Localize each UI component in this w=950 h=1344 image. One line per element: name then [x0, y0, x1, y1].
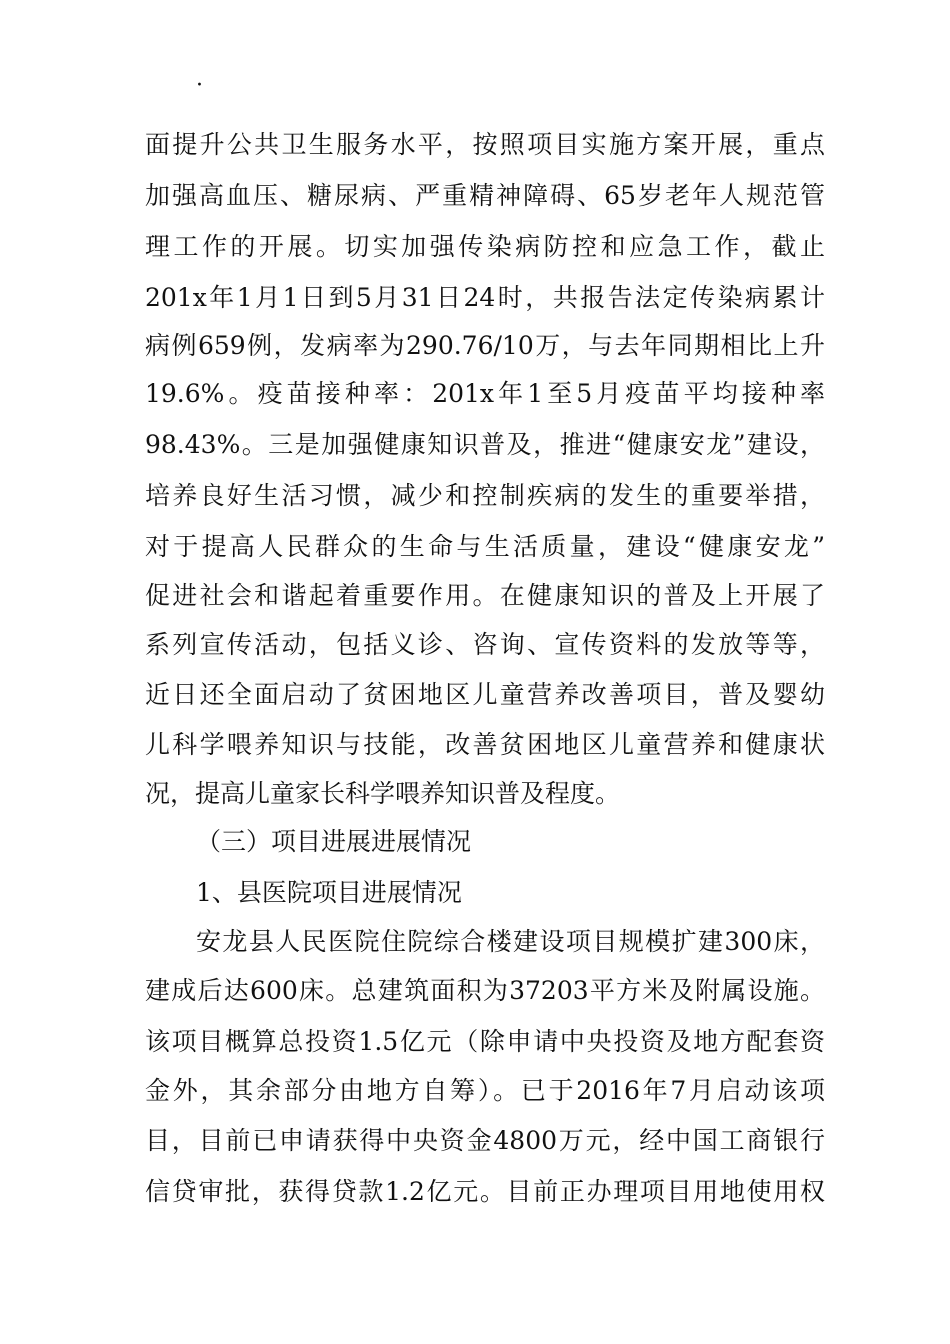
paragraph-line: 安龙县人民医院住院综合楼建设项目规模扩建300床， [196, 927, 825, 956]
paragraph-line: 建成后达600床。总建筑面积为37203平方米及附属设施。 [145, 976, 825, 1005]
paragraph-line: 面提升公共卫生服务水平，按照项目实施方案开展，重点 [145, 130, 825, 159]
paragraph-line: 理工作的开展。切实加强传染病防控和应急工作，截止 [145, 232, 825, 261]
paragraph-line: 近日还全面启动了贫困地区儿童营养改善项目，普及婴幼 [145, 680, 825, 709]
header-mark: · [196, 73, 203, 98]
paragraph-line: 对于提高人民群众的生命与生活质量，建设“健康安龙” [145, 532, 825, 561]
paragraph-line: 目，目前已申请获得中央资金4800万元，经中国工商银行 [145, 1126, 825, 1155]
paragraph-line: 98.43%。三是加强健康知识普及，推进“健康安龙”建设， [145, 430, 825, 459]
subsection-heading: 1、县医院项目进展情况 [196, 878, 462, 907]
paragraph-line: 系列宣传活动，包括义诊、咨询、宣传资料的发放等等， [145, 630, 825, 659]
paragraph-line: 信贷审批，获得贷款1.2亿元。目前正办理项目用地使用权 [145, 1177, 825, 1206]
section-heading: （三）项目进展进展情况 [196, 827, 472, 856]
paragraph-line: 培养良好生活习惯，减少和控制疾病的发生的重要举措， [145, 481, 825, 510]
paragraph-line: 19.6%。疫苗接种率：201x年1至5月疫苗平均接种率 [145, 379, 825, 408]
paragraph-line: 201x年1月1日到5月31日24时，共报告法定传染病累计 [145, 283, 825, 312]
paragraph-line: 促进社会和谐起着重要作用。在健康知识的普及上开展了 [145, 581, 825, 610]
paragraph-line: 加强高血压、糖尿病、严重精神障碍、65岁老年人规范管 [145, 181, 825, 210]
paragraph-line: 儿科学喂养知识与技能，改善贫困地区儿童营养和健康状 [145, 730, 825, 759]
paragraph-line: 况，提高儿童家长科学喂养知识普及程度。 [145, 779, 621, 808]
paragraph-line: 该项目概算总投资1.5亿元（除申请中央投资及地方配套资 [145, 1027, 825, 1056]
paragraph-line: 金外，其余部分由地方自筹）。已于2016年7月启动该项 [145, 1076, 825, 1105]
paragraph-line: 病例659例，发病率为290.76/10万，与去年同期相比上升 [145, 331, 825, 360]
